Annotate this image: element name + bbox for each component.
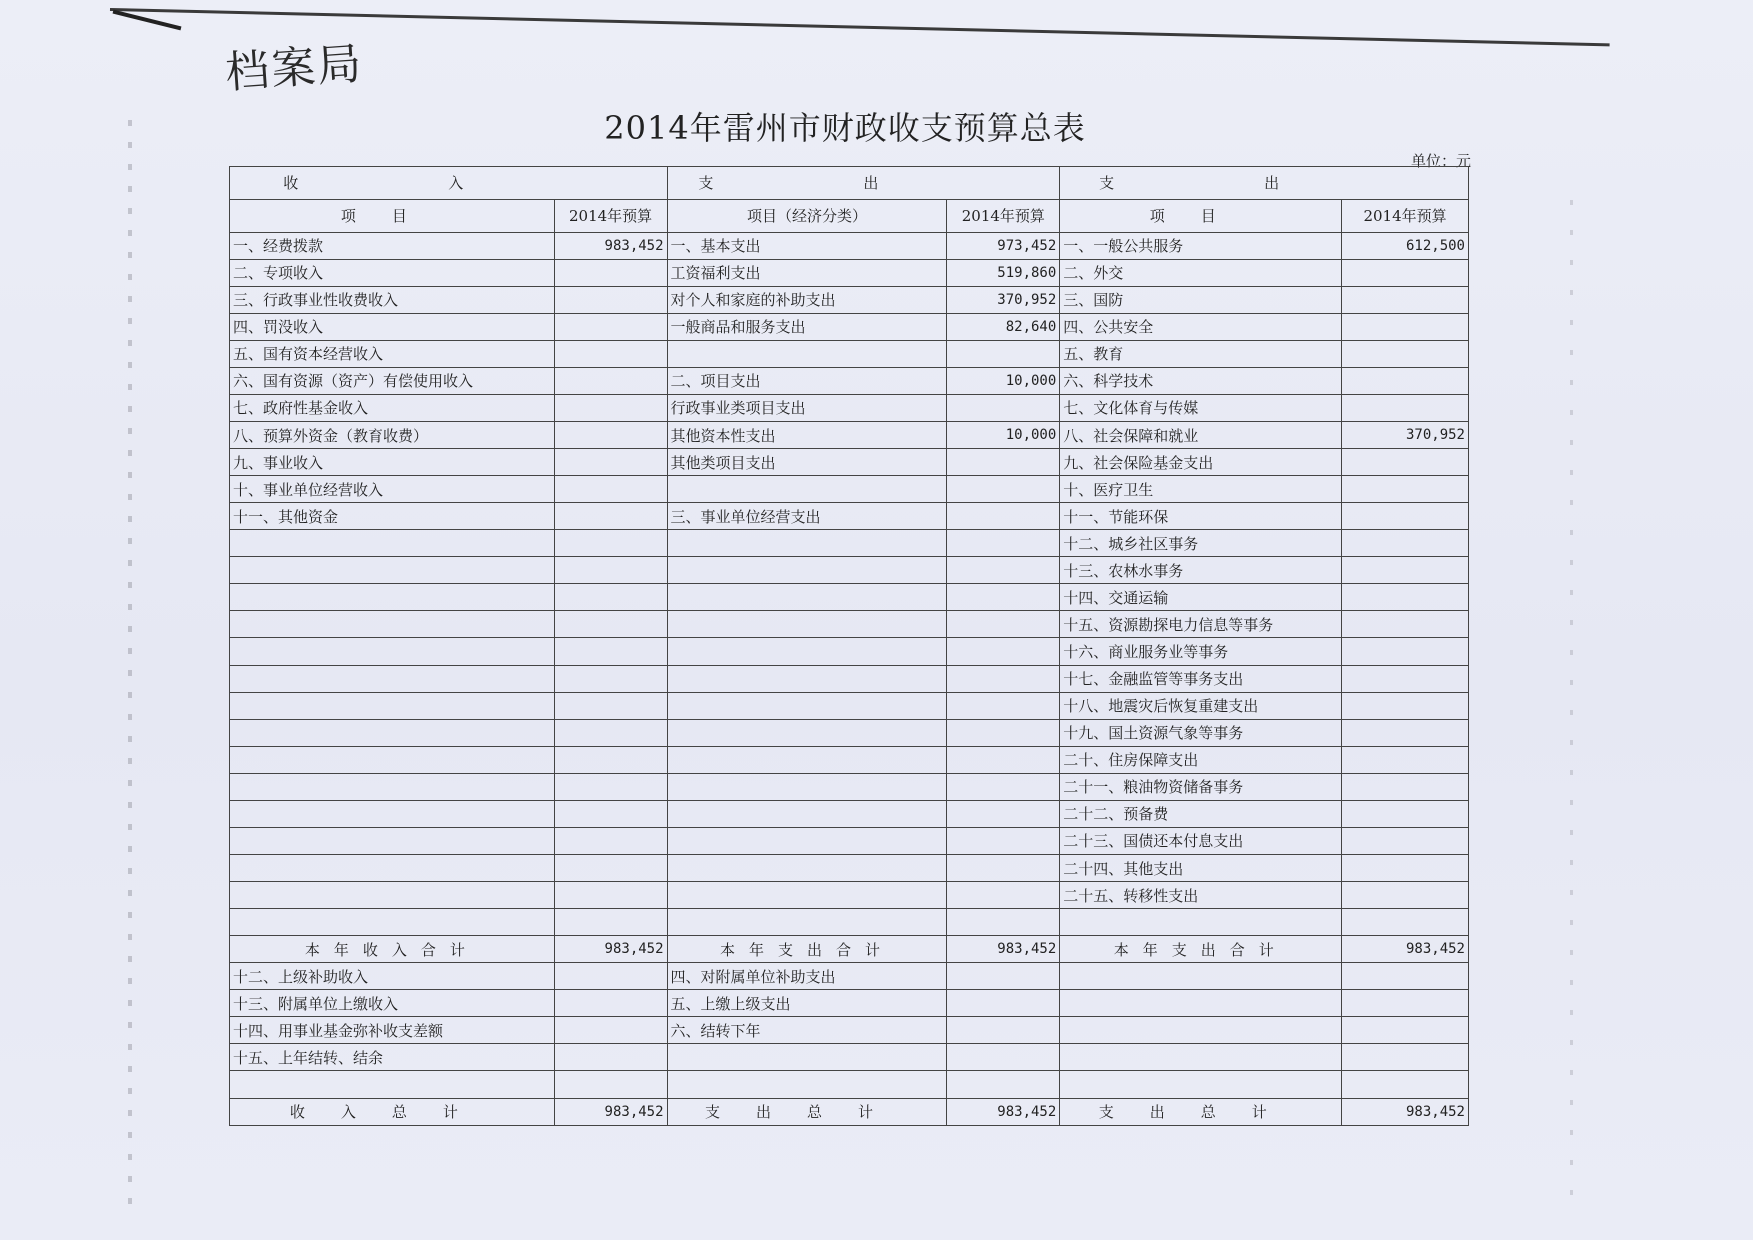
income-budget [554,719,667,746]
func-item: 二十三、国债还本付息支出 [1060,827,1342,854]
func-item: 一、一般公共服务 [1060,232,1342,259]
table-row [230,800,1469,827]
econ-item [667,882,947,909]
table-row [230,530,1469,557]
table-row [230,909,1469,936]
func-item: 九、社会保险基金支出 [1060,449,1342,476]
econ-budget [947,719,1060,746]
func-item: 三、国防 [1060,286,1342,313]
econ-item: 对个人和家庭的补助支出 [667,286,947,313]
empty-cell [1342,990,1469,1017]
empty-cell [947,1071,1060,1098]
econ-total-label: 支出总计 [667,1098,947,1125]
table-row [230,773,1469,800]
econ-subtotal-value: 983,452 [947,936,1060,963]
econ-item: 三、事业单位经营支出 [667,503,947,530]
col-item-func: 项目 [1060,199,1342,232]
func-budget [1342,854,1469,881]
income-item: 一、经费拨款 [230,232,555,259]
econ-budget: 519,860 [947,259,1060,286]
econ-item: 一、基本支出 [667,232,947,259]
econ-item: 六、结转下年 [667,1017,947,1044]
func-item: 十六、商业服务业等事务 [1060,638,1342,665]
econ-item [667,719,947,746]
table-row [230,611,1469,638]
func-item: 二十一、粮油物资储备事务 [1060,773,1342,800]
income-item [230,692,555,719]
econ-budget: 10,000 [947,421,1060,448]
func-budget [1342,449,1469,476]
income-item: 二、专项收入 [230,259,555,286]
income-item: 十二、上级补助收入 [230,963,555,990]
income-item: 六、国有资源（资产）有偿使用收入 [230,367,555,394]
econ-budget [947,773,1060,800]
econ-item [667,827,947,854]
income-item [230,611,555,638]
empty-cell [947,990,1060,1017]
income-budget [554,800,667,827]
econ-item: 二、项目支出 [667,367,947,394]
econ-budget [947,476,1060,503]
empty-cell [554,990,667,1017]
income-item: 四、罚没收入 [230,313,555,340]
group-expense-func: 支出 [1060,167,1469,200]
table-row [230,259,1469,286]
col-budget-func: 2014年预算 [1342,199,1469,232]
table-row [230,1044,1469,1071]
income-budget [554,854,667,881]
func-budget [1342,719,1469,746]
func-item: 十五、资源勘探电力信息等事务 [1060,611,1342,638]
econ-item: 其他资本性支出 [667,421,947,448]
empty-cell [947,963,1060,990]
empty-cell [1342,1071,1469,1098]
func-budget [1342,367,1469,394]
table-row [230,1071,1469,1098]
econ-budget [947,692,1060,719]
income-item: 五、国有资本经营收入 [230,340,555,367]
income-item [230,773,555,800]
func-budget: 612,500 [1342,232,1469,259]
income-item [230,827,555,854]
econ-budget [947,665,1060,692]
income-item: 七、政府性基金收入 [230,394,555,421]
func-item: 十、医疗卫生 [1060,476,1342,503]
income-budget [554,313,667,340]
income-budget [554,557,667,584]
income-item: 十四、用事业基金弥补收支差额 [230,1017,555,1044]
econ-item [667,909,947,936]
func-item: 五、教育 [1060,340,1342,367]
func-item: 十四、交通运输 [1060,584,1342,611]
empty-cell [947,1044,1060,1071]
table-row [230,692,1469,719]
income-item [230,557,555,584]
income-item [230,719,555,746]
empty-cell [1060,990,1342,1017]
econ-item: 四、对附属单位补助支出 [667,963,947,990]
func-budget [1342,827,1469,854]
func-budget [1342,800,1469,827]
income-subtotal-label: 本年收入合计 [230,936,555,963]
table-row [230,340,1469,367]
empty-cell [1060,963,1342,990]
empty-cell [1060,1071,1342,1098]
func-item: 六、科学技术 [1060,367,1342,394]
income-item: 十三、附属单位上缴收入 [230,990,555,1017]
empty-cell [554,1071,667,1098]
func-item: 二十、住房保障支出 [1060,746,1342,773]
func-item: 四、公共安全 [1060,313,1342,340]
econ-budget [947,611,1060,638]
func-budget: 370,952 [1342,421,1469,448]
func-item: 七、文化体育与传媒 [1060,394,1342,421]
func-budget [1342,394,1469,421]
econ-item [667,773,947,800]
func-total-value: 983,452 [1342,1098,1469,1125]
func-budget [1342,340,1469,367]
econ-item [667,340,947,367]
func-item: 十三、农林水事务 [1060,557,1342,584]
empty-cell [554,1044,667,1071]
handwritten-note: 档案局 [223,38,365,99]
income-budget [554,476,667,503]
econ-item: 一般商品和服务支出 [667,313,947,340]
income-budget [554,340,667,367]
table-row [230,503,1469,530]
func-subtotal-label: 本年支出合计 [1060,936,1342,963]
table-row [230,827,1469,854]
total-row [230,1098,1469,1125]
income-item [230,530,555,557]
econ-item [667,476,947,503]
econ-budget [947,394,1060,421]
func-budget [1342,611,1469,638]
func-item: 二十四、其他支出 [1060,854,1342,881]
econ-item [667,611,947,638]
income-item: 八、预算外资金（教育收费） [230,421,555,448]
income-budget [554,367,667,394]
table-row [230,367,1469,394]
empty-cell [1342,1044,1469,1071]
table-row [230,746,1469,773]
func-item: 十七、金融监管等事务支出 [1060,665,1342,692]
income-item: 十五、上年结转、结余 [230,1044,555,1071]
income-budget [554,746,667,773]
table-row [230,882,1469,909]
econ-item: 其他类项目支出 [667,449,947,476]
econ-item [667,1044,947,1071]
econ-budget: 370,952 [947,286,1060,313]
empty-cell [1060,1044,1342,1071]
group-header-row [230,167,1469,200]
income-budget [554,611,667,638]
income-budget [554,638,667,665]
income-item: 三、行政事业性收费收入 [230,286,555,313]
econ-budget: 10,000 [947,367,1060,394]
econ-budget [947,800,1060,827]
func-budget [1342,476,1469,503]
func-budget [1342,530,1469,557]
table-row [230,232,1469,259]
income-item: 十一、其他资金 [230,503,555,530]
table-row [230,854,1469,881]
income-total-value: 983,452 [554,1098,667,1125]
econ-budget [947,638,1060,665]
income-budget [554,827,667,854]
income-budget [554,773,667,800]
table-row [230,638,1469,665]
income-budget [554,530,667,557]
func-item: 十九、国土资源气象等事务 [1060,719,1342,746]
econ-item: 行政事业类项目支出 [667,394,947,421]
econ-item [667,665,947,692]
empty-cell [554,963,667,990]
income-budget [554,421,667,448]
econ-total-value: 983,452 [947,1098,1060,1125]
income-item [230,746,555,773]
func-subtotal-value: 983,452 [1342,936,1469,963]
econ-budget [947,827,1060,854]
income-budget [554,665,667,692]
func-budget [1342,286,1469,313]
table-row [230,584,1469,611]
income-item [230,584,555,611]
econ-item [667,854,947,881]
table-row [230,476,1469,503]
econ-item [667,800,947,827]
income-budget: 983,452 [554,232,667,259]
func-budget [1342,259,1469,286]
income-budget [554,449,667,476]
income-item [230,1071,555,1098]
func-budget [1342,746,1469,773]
econ-item [667,1071,947,1098]
econ-item [667,584,947,611]
func-item: 十一、节能环保 [1060,503,1342,530]
func-item: 十二、城乡社区事务 [1060,530,1342,557]
func-item: 二、外交 [1060,259,1342,286]
income-item [230,665,555,692]
income-budget [554,882,667,909]
income-item: 九、事业收入 [230,449,555,476]
col-item-econ: 项目（经济分类） [667,199,947,232]
income-item [230,882,555,909]
table-row [230,286,1469,313]
column-header-row [230,199,1469,232]
econ-budget [947,746,1060,773]
econ-item [667,638,947,665]
econ-budget: 973,452 [947,232,1060,259]
econ-budget [947,530,1060,557]
income-budget [554,503,667,530]
table-row [230,557,1469,584]
econ-budget [947,909,1060,936]
empty-cell [947,1017,1060,1044]
income-item: 十、事业单位经营收入 [230,476,555,503]
econ-item [667,746,947,773]
subtotal-row [230,936,1469,963]
func-budget [1342,665,1469,692]
income-budget [554,692,667,719]
col-budget-econ: 2014年预算 [947,199,1060,232]
group-income: 收入 [230,167,668,200]
econ-subtotal-label: 本年支出合计 [667,936,947,963]
income-item [230,638,555,665]
func-budget [1342,503,1469,530]
income-budget [554,259,667,286]
func-budget [1342,638,1469,665]
econ-budget [947,449,1060,476]
income-total-label: 收入总计 [230,1098,555,1125]
table-row [230,394,1469,421]
pen-mark [113,10,182,31]
func-budget [1342,909,1469,936]
page-title: 2014年雷州市财政收支预算总表 [604,109,1086,147]
econ-budget [947,503,1060,530]
func-item: 十八、地震灾后恢复重建支出 [1060,692,1342,719]
table-row [230,719,1469,746]
econ-item [667,557,947,584]
col-item-income: 项目 [230,199,555,232]
table-row [230,963,1469,990]
func-budget [1342,313,1469,340]
income-item [230,854,555,881]
income-item [230,800,555,827]
income-budget [554,286,667,313]
econ-budget [947,882,1060,909]
econ-budget [947,854,1060,881]
income-subtotal-value: 983,452 [554,936,667,963]
func-budget [1342,584,1469,611]
empty-cell [1342,963,1469,990]
func-budget [1342,557,1469,584]
func-total-label: 支出总计 [1060,1098,1342,1125]
func-budget [1342,773,1469,800]
table-row [230,421,1469,448]
unit-label: 单位：元 [1410,152,1471,170]
empty-cell [1060,1017,1342,1044]
empty-cell [554,1017,667,1044]
func-item: 八、社会保障和就业 [1060,421,1342,448]
col-budget-income: 2014年预算 [554,199,667,232]
func-item: 二十五、转移性支出 [1060,882,1342,909]
econ-item: 五、上缴上级支出 [667,990,947,1017]
func-budget [1342,882,1469,909]
func-item [1060,909,1342,936]
budget-table [229,166,1469,1126]
income-budget [554,584,667,611]
income-budget [554,394,667,421]
group-expense-econ: 支出 [667,167,1060,200]
income-item [230,909,555,936]
func-budget [1342,692,1469,719]
econ-item [667,692,947,719]
table-row [230,449,1469,476]
table-row [230,665,1469,692]
scan-edge-marks-right [1570,200,1573,1200]
table-row [230,990,1469,1017]
econ-budget [947,557,1060,584]
table-row [230,313,1469,340]
scan-edge-marks [128,120,132,1220]
econ-item [667,530,947,557]
empty-cell [1342,1017,1469,1044]
econ-budget: 82,640 [947,313,1060,340]
econ-budget [947,584,1060,611]
func-item: 二十二、预备费 [1060,800,1342,827]
table-row [230,1017,1469,1044]
econ-budget [947,340,1060,367]
income-budget [554,909,667,936]
econ-item: 工资福利支出 [667,259,947,286]
